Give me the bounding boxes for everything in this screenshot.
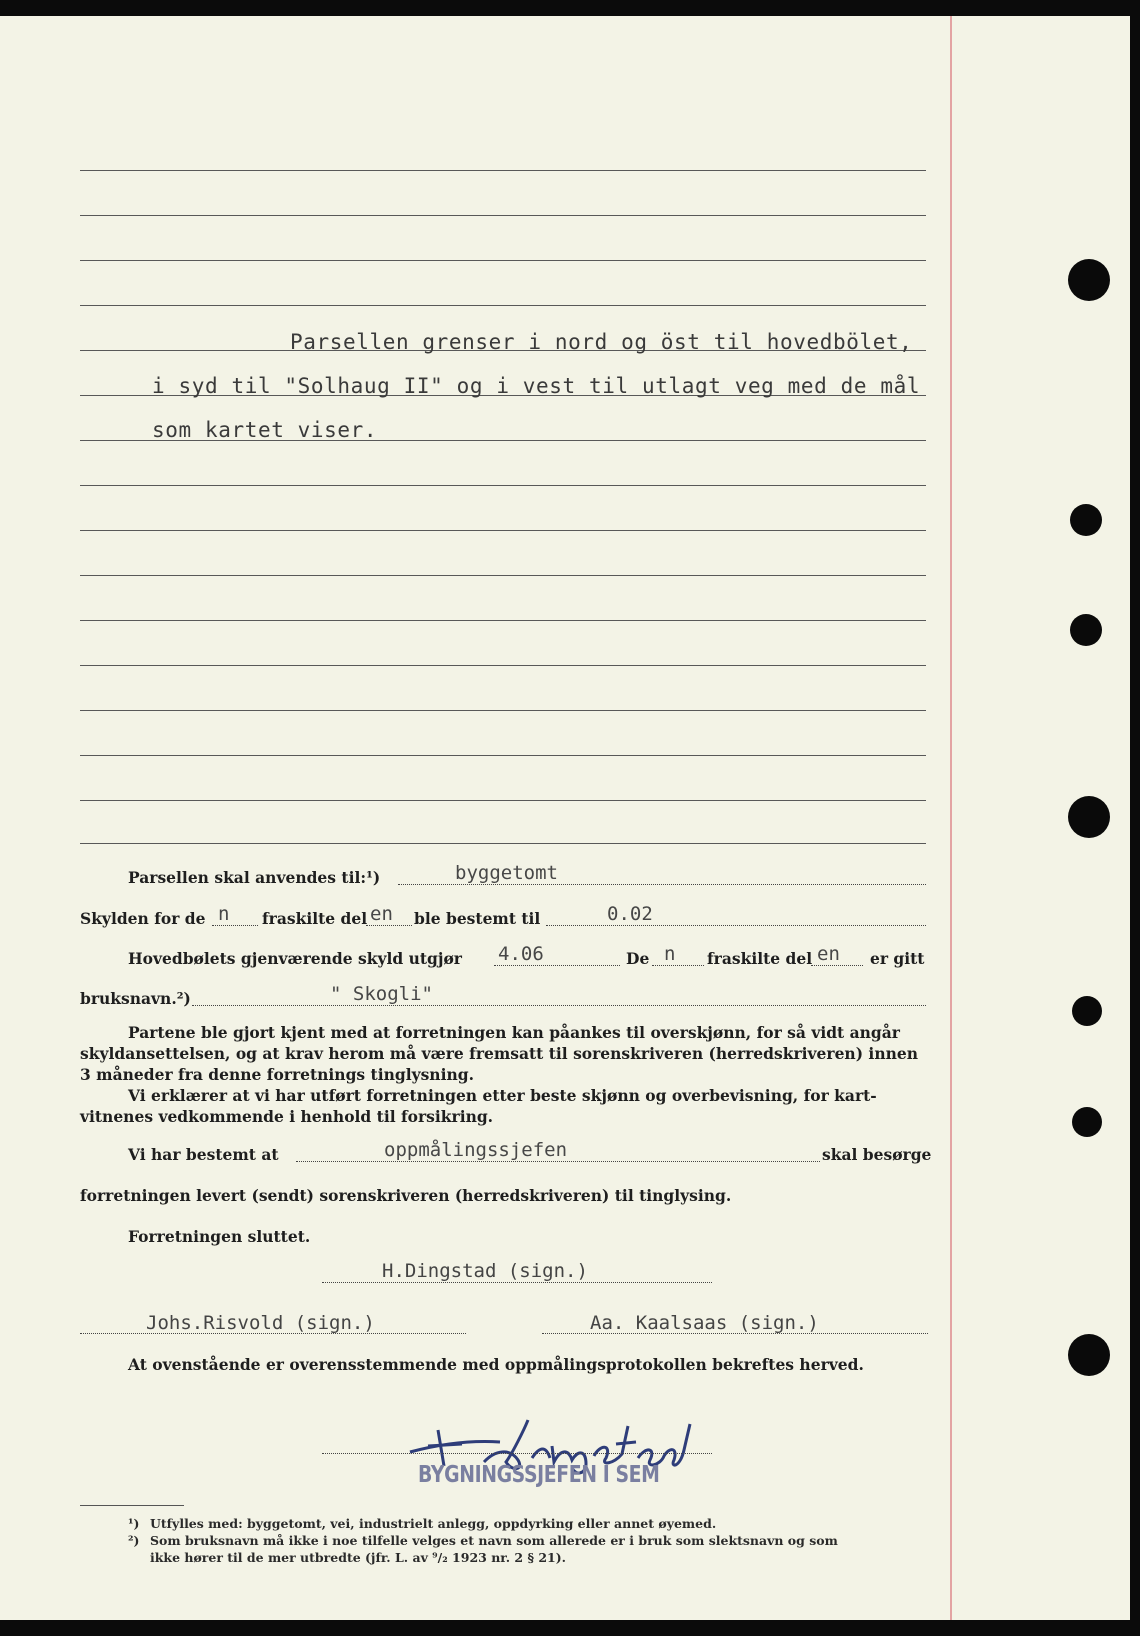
usage-label: Parsellen skal anvendes til:¹) bbox=[128, 868, 381, 887]
hoved-fill-1: n bbox=[664, 943, 676, 965]
parcel-description-line-3: som kartet viser. bbox=[152, 418, 378, 442]
ruled-line bbox=[80, 800, 926, 801]
ruled-line bbox=[80, 665, 926, 666]
punch-hole bbox=[1072, 1107, 1102, 1137]
ruled-line bbox=[80, 755, 926, 756]
punch-hole bbox=[1068, 796, 1110, 838]
ruled-line bbox=[80, 530, 926, 531]
ruled-line bbox=[80, 620, 926, 621]
hoved-dotted-1 bbox=[494, 965, 620, 966]
skyld-dotted-1 bbox=[212, 925, 258, 926]
delivery-line-2: forretningen levert (sendt) sorenskriveren (herredskriveren) til tinglysing. bbox=[80, 1186, 732, 1205]
certification-text: At ovenstående er overensstemmende med oppmålingsprotokollen bekreftes herved. bbox=[128, 1355, 864, 1374]
ruled-line bbox=[80, 575, 926, 576]
parcel-description-line-1: Parsellen grenser i nord og öst til hovedbölet, bbox=[290, 330, 913, 354]
notice-line-2: skyldansettelsen, og at krav herom må være fremsatt til sorenskriveren (herredskriveren) innen bbox=[80, 1044, 918, 1063]
hoved-text-3: fraskilte del bbox=[707, 949, 813, 968]
skyld-fill-2: en bbox=[370, 903, 393, 925]
hoved-text-4: er gitt bbox=[870, 949, 925, 968]
footnote-2-mark: ²) bbox=[128, 1533, 140, 1548]
margin-line bbox=[950, 16, 952, 1620]
official-stamp: BYGNINGSSJEFEN I SEM bbox=[418, 1462, 660, 1488]
hoved-fill-2: en bbox=[817, 943, 840, 965]
parcel-description-line-2: i syd til "Solhaug II" og i vest til utlagt veg med de mål bbox=[152, 374, 921, 398]
delivery-value: oppmålingssjefen bbox=[384, 1139, 568, 1161]
bruksnavn-dotted-line bbox=[192, 1005, 926, 1006]
certification-signature-line bbox=[322, 1453, 712, 1454]
punch-hole bbox=[1070, 614, 1102, 646]
ruled-line bbox=[80, 170, 926, 171]
skyld-dotted-2 bbox=[366, 925, 412, 926]
footnote-divider bbox=[80, 1505, 184, 1506]
notice-line-1: Partene ble gjort kjent med at forretningen kan påankes til overskjønn, for så vidt angår bbox=[128, 1023, 900, 1042]
hoved-text-2: De bbox=[626, 949, 650, 968]
footnote-2-line-2: ikke hører til de mer utbredte (jfr. L. av ⁹/₂ 1923 nr. 2 § 21). bbox=[150, 1550, 567, 1565]
closing-text: Forretningen sluttet. bbox=[128, 1227, 311, 1246]
hoved-text-1: Hovedbølets gjenværende skyld utgjør bbox=[128, 949, 462, 968]
skyld-text-1: Skylden for de bbox=[80, 909, 206, 928]
notice-line-5: vitnenes vedkommende i henhold til forsikring. bbox=[80, 1107, 494, 1126]
punch-hole bbox=[1070, 504, 1102, 536]
usage-dotted-line bbox=[398, 884, 926, 885]
delivery-dotted-line bbox=[296, 1161, 820, 1162]
witness1-signature: Johs.Risvold (sign.) bbox=[146, 1312, 375, 1334]
delivery-text-2: skal besørge bbox=[822, 1145, 932, 1164]
ruled-line bbox=[80, 260, 926, 261]
punch-hole bbox=[1072, 996, 1102, 1026]
skyld-fill-1: n bbox=[218, 903, 230, 925]
document-page bbox=[0, 16, 1130, 1620]
skyld-value: 0.02 bbox=[607, 903, 653, 925]
ruled-line bbox=[80, 305, 926, 306]
delivery-text-1: Vi har bestemt at bbox=[128, 1145, 279, 1164]
ruled-line bbox=[80, 710, 926, 711]
skyld-dotted-3 bbox=[546, 925, 926, 926]
footnote-2-line-1: Som bruksnavn må ikke i noe tilfelle velges et navn som allerede er i bruk som slektsnavn og som bbox=[150, 1533, 838, 1548]
bruksnavn-value: " Skogli" bbox=[330, 983, 433, 1005]
footnote-1: Utfylles med: byggetomt, vei, industrielt anlegg, oppdyrking eller annet øyemed. bbox=[150, 1516, 717, 1531]
skyld-text-2: fraskilte del bbox=[262, 909, 368, 928]
usage-value: byggetomt bbox=[455, 862, 558, 884]
ruled-line bbox=[80, 215, 926, 216]
footnote-1-mark: ¹) bbox=[128, 1516, 140, 1531]
hoved-dotted-3 bbox=[811, 965, 863, 966]
hoved-value: 4.06 bbox=[498, 943, 544, 965]
notice-line-4: Vi erklærer at vi har utført forretningen etter beste skjønn og overbevisning, for kart- bbox=[128, 1086, 877, 1105]
ruled-line bbox=[80, 485, 926, 486]
ruled-line bbox=[80, 843, 926, 844]
skyld-text-3: ble bestemt til bbox=[414, 909, 541, 928]
punch-hole bbox=[1068, 1334, 1110, 1376]
punch-hole bbox=[1068, 259, 1110, 301]
hoved-dotted-2 bbox=[652, 965, 704, 966]
witness2-signature: Aa. Kaalsaas (sign.) bbox=[590, 1312, 819, 1334]
bruksnavn-label: bruksnavn.²) bbox=[80, 989, 191, 1008]
notice-line-3: 3 måneder fra denne forretnings tinglysning. bbox=[80, 1065, 474, 1084]
main-signature: H.Dingstad (sign.) bbox=[382, 1260, 588, 1282]
main-signature-line bbox=[322, 1282, 712, 1283]
